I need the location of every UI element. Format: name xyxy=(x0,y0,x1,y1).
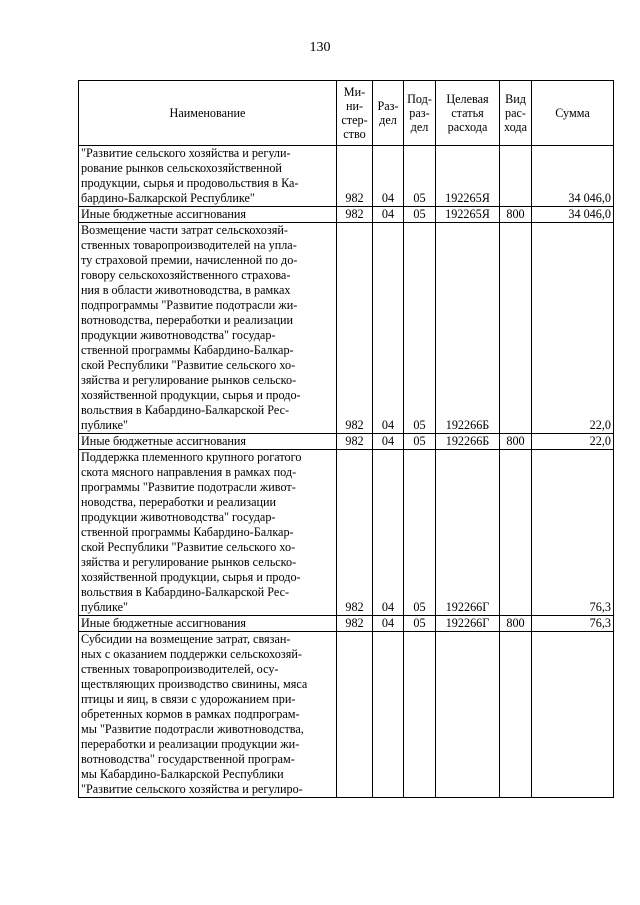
row-name-line: мы "Развитие подотрасли животноводства, xyxy=(81,722,304,736)
row-expense-type-cell: 800 xyxy=(500,616,532,632)
row-ministry-cell: 982 xyxy=(337,207,373,223)
row-sum-cell: 34 046,0 xyxy=(532,207,614,223)
header-target: Целевая статья расхода xyxy=(436,81,500,146)
table-row xyxy=(79,450,614,616)
table-row xyxy=(79,434,614,450)
row-name-line: говору сельскохозяйственного страхова- xyxy=(81,268,291,282)
table-row xyxy=(79,616,614,632)
row-name-line: ных с оказанием поддержки сельскохозяй- xyxy=(81,647,302,661)
row-name-line: ственных товаропроизводителей, осу- xyxy=(81,662,279,676)
row-name-line: новодства, переработки и реализации xyxy=(81,495,277,509)
header-sum: Сумма xyxy=(532,81,614,146)
row-target-cell: 192266Б xyxy=(436,434,500,450)
row-sum-cell: 22,0 xyxy=(532,223,614,434)
row-name-line: ственных товаропроизводителей на упла- xyxy=(81,238,297,252)
table-header-row xyxy=(79,81,614,146)
table-body xyxy=(79,146,614,798)
row-name-line: Субсидии на возмещение затрат, связан- xyxy=(81,632,291,646)
row-section-cell: 04 xyxy=(373,146,404,207)
row-name-line: рование рынков сельскохозяйственной xyxy=(81,161,282,175)
row-sum-cell: 76,3 xyxy=(532,616,614,632)
row-subsection-cell: 05 xyxy=(404,207,436,223)
row-sum-cell: 34 046,0 xyxy=(532,146,614,207)
row-name-line: обретенных кормов в рамках подпрограм- xyxy=(81,707,300,721)
row-target-cell xyxy=(436,632,500,798)
row-section-cell: 04 xyxy=(373,223,404,434)
row-subsection-cell: 05 xyxy=(404,434,436,450)
row-name-line: ту страховой премии, начисленной по до- xyxy=(81,253,298,267)
row-name-line: подпрограммы "Развитие подотрасли жи- xyxy=(81,298,298,312)
row-name-line: продукции, сырья и продовольствия в Ка- xyxy=(81,176,299,190)
table-row xyxy=(79,207,614,223)
row-expense-type-cell xyxy=(500,223,532,434)
row-section-cell: 04 xyxy=(373,207,404,223)
row-ministry-cell xyxy=(337,632,373,798)
row-subsection-cell xyxy=(404,632,436,798)
row-subsection-cell: 05 xyxy=(404,450,436,616)
row-name-line: мы Кабардино-Балкарской Республики xyxy=(81,767,284,781)
row-expense-type-cell xyxy=(500,146,532,207)
row-target-cell: 192266Г xyxy=(436,450,500,616)
row-name-line: Иные бюджетные ассигнования xyxy=(81,207,247,221)
row-target-cell: 192266Г xyxy=(436,616,500,632)
row-name-line: птицы и яиц, в связи с удорожанием при- xyxy=(81,692,296,706)
row-name-cell xyxy=(79,223,337,434)
row-name-line: публике" xyxy=(81,600,128,614)
row-ministry-cell: 982 xyxy=(337,450,373,616)
row-name-line: ществляющих производство свинины, мяса xyxy=(81,677,308,691)
header-name: Наименование xyxy=(79,81,337,146)
header-ministry: Ми- ни- стер- ство xyxy=(337,81,373,146)
page-number: 130 xyxy=(309,40,331,55)
table-row xyxy=(79,146,614,207)
row-name-line: скота мясного направления в рамках под- xyxy=(81,465,297,479)
row-subsection-cell: 05 xyxy=(404,223,436,434)
row-ministry-cell: 982 xyxy=(337,616,373,632)
row-name-cell xyxy=(79,616,337,632)
table-row xyxy=(79,632,614,798)
row-name-line: вольствия в Кабардино-Балкарской Рес- xyxy=(81,585,290,599)
row-section-cell xyxy=(373,632,404,798)
row-ministry-cell: 982 xyxy=(337,146,373,207)
row-subsection-cell: 05 xyxy=(404,616,436,632)
row-expense-type-cell: 800 xyxy=(500,434,532,450)
row-section-cell: 04 xyxy=(373,616,404,632)
row-name-line: зяйства и регулирование рынков сельско- xyxy=(81,555,297,569)
row-name-cell xyxy=(79,207,337,223)
header-expense-type: Вид рас- хода xyxy=(500,81,532,146)
row-name-cell xyxy=(79,450,337,616)
row-name-line: "Развитие сельского хозяйства и регули- xyxy=(81,146,291,160)
row-section-cell: 04 xyxy=(373,434,404,450)
row-subsection-cell: 05 xyxy=(404,146,436,207)
row-name-line: зяйства и регулирование рынков сельско- xyxy=(81,373,297,387)
row-name-line: вольствия в Кабардино-Балкарской Рес- xyxy=(81,403,290,417)
budget-table xyxy=(78,80,614,798)
row-name-cell xyxy=(79,146,337,207)
row-target-cell: 192266Б xyxy=(436,223,500,434)
row-name-line: программы "Развитие подотрасли живот- xyxy=(81,480,296,494)
row-name-line: ственной программы Кабардино-Балкар- xyxy=(81,343,294,357)
header-subsection: Под- раз- дел xyxy=(404,81,436,146)
row-name-line: Поддержка племенного крупного рогатого xyxy=(81,450,302,464)
row-name-line: хозяйственной продукции, сырья и продо- xyxy=(81,570,301,584)
row-target-cell: 192265Я xyxy=(436,207,500,223)
row-ministry-cell: 982 xyxy=(337,434,373,450)
header-section: Раз- дел xyxy=(373,81,404,146)
row-name-line: бардино-Балкарской Республике" xyxy=(81,191,255,205)
row-ministry-cell: 982 xyxy=(337,223,373,434)
row-target-cell: 192265Я xyxy=(436,146,500,207)
row-name-line: вотноводства, переработки и реализации xyxy=(81,313,294,327)
row-name-line: Иные бюджетные ассигнования xyxy=(81,434,247,448)
row-name-line: "Развитие сельского хозяйства и регулиро- xyxy=(81,782,303,796)
row-name-line: ния в области животноводства, в рамках xyxy=(81,283,291,297)
row-name-line: хозяйственной продукции, сырья и продо- xyxy=(81,388,301,402)
row-sum-cell: 76,3 xyxy=(532,450,614,616)
row-expense-type-cell xyxy=(500,450,532,616)
row-expense-type-cell xyxy=(500,632,532,798)
row-name-line: продукции животноводства" государ- xyxy=(81,510,276,524)
row-name-line: переработки и реализации продукции жи- xyxy=(81,737,300,751)
row-expense-type-cell: 800 xyxy=(500,207,532,223)
row-name-cell xyxy=(79,434,337,450)
row-name-line: Возмещение части затрат сельскохозяй- xyxy=(81,223,288,237)
row-section-cell: 04 xyxy=(373,450,404,616)
row-name-line: публике" xyxy=(81,418,128,432)
row-name-line: вотноводства" государственной програм- xyxy=(81,752,295,766)
row-name-line: ственной программы Кабардино-Балкар- xyxy=(81,525,294,539)
row-name-line: продукции животноводства" государ- xyxy=(81,328,276,342)
row-name-line: ской Республики "Развитие сельского хо- xyxy=(81,358,296,372)
row-name-line: Иные бюджетные ассигнования xyxy=(81,616,247,630)
row-name-cell xyxy=(79,632,337,798)
row-name-line: ской Республики "Развитие сельского хо- xyxy=(81,540,296,554)
row-sum-cell: 22,0 xyxy=(532,434,614,450)
table-row xyxy=(79,223,614,434)
row-sum-cell xyxy=(532,632,614,798)
